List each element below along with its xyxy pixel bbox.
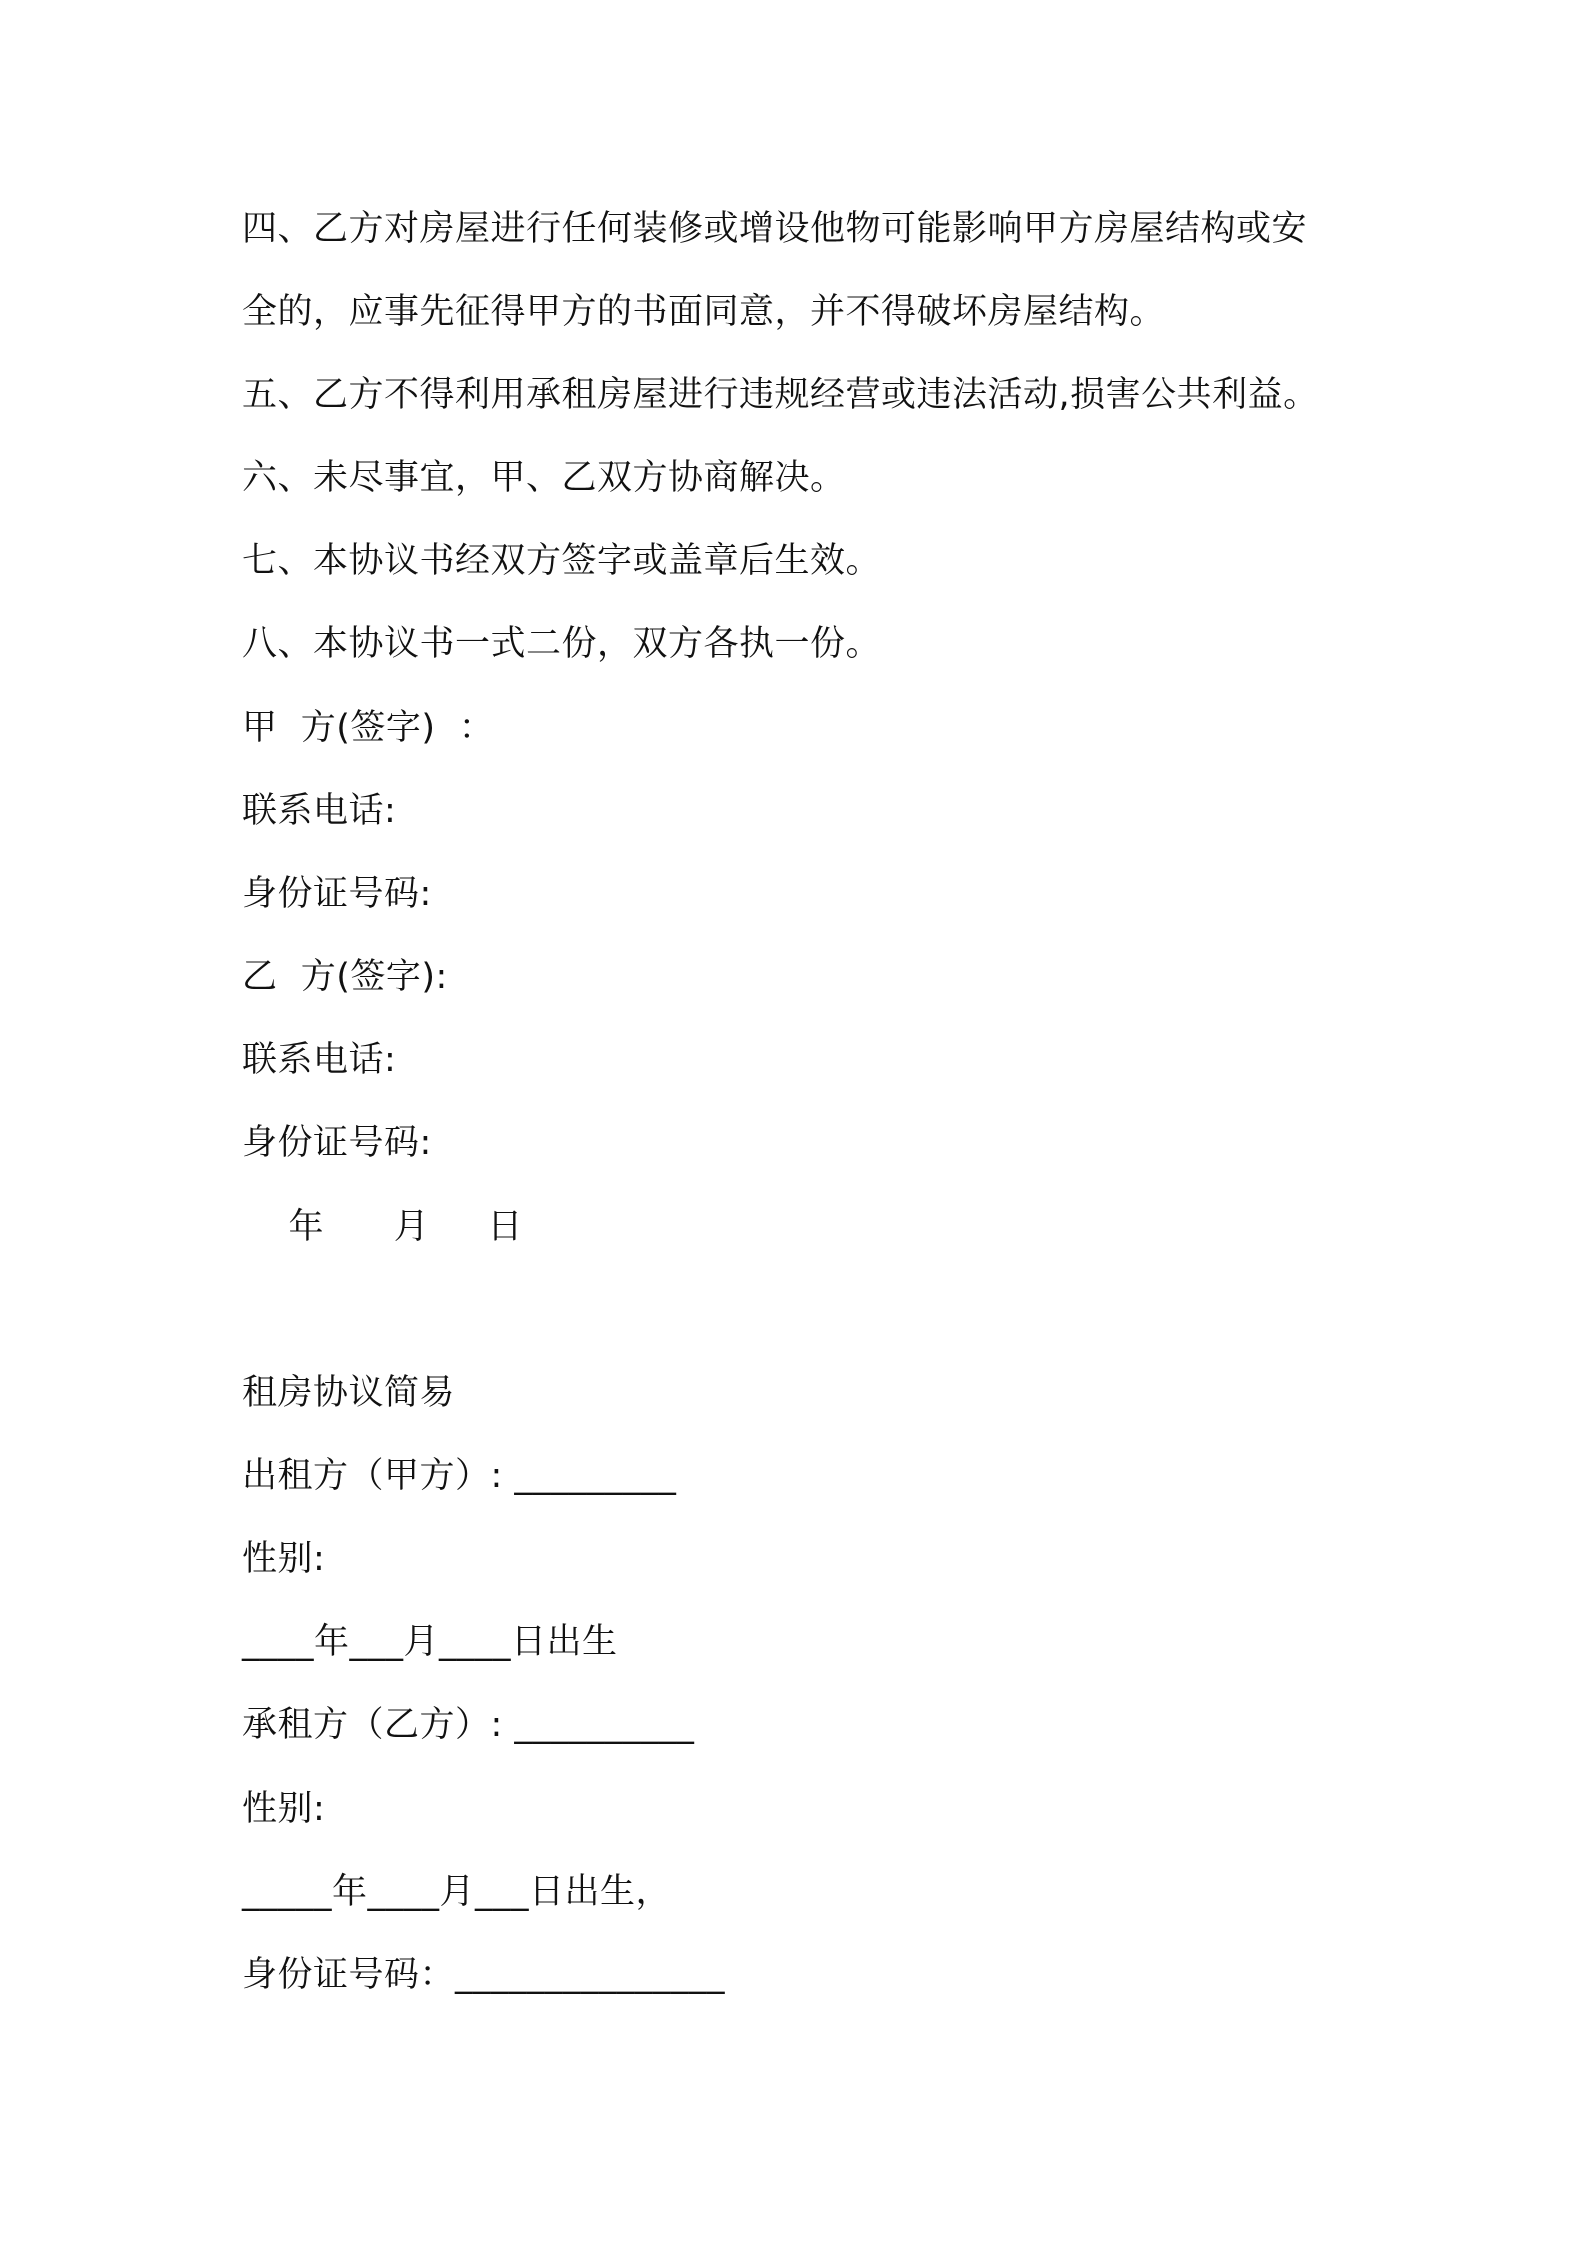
lessor-field: 出租方（甲方）: _________ bbox=[242, 1456, 677, 1496]
clause-4-line-1: 四、乙方对房屋进行任何装修或增设他物可能影响甲方房屋结构或安 bbox=[242, 209, 1308, 249]
clause-7: 七、本协议书经双方签字或盖章后生效。 bbox=[242, 541, 882, 581]
party-b-signature: 乙 方(签字): bbox=[242, 957, 448, 997]
party-a-id-number: 身份证号码: bbox=[242, 874, 432, 914]
party-b-id-number: 身份证号码: bbox=[242, 1123, 432, 1163]
lessee-id-number: 身份证号码：_______________ bbox=[242, 1955, 726, 1995]
lessee-gender: 性别: bbox=[242, 1789, 326, 1829]
lessor-birthdate: ____年___月____日出生 bbox=[242, 1622, 618, 1662]
party-a-signature: 甲 方(签字) ： bbox=[242, 708, 495, 748]
clause-4-line-2: 全的，应事先征得甲方的书面同意，并不得破坏房屋结构。 bbox=[242, 292, 1166, 332]
party-b-phone: 联系电话: bbox=[242, 1040, 397, 1080]
lessee-birthdate: _____年____月___日出生， bbox=[242, 1872, 672, 1912]
clause-5: 五、乙方不得利用承租房屋进行违规经营或违法活动,损害公共利益。 bbox=[242, 375, 1319, 415]
lessor-gender: 性别: bbox=[242, 1539, 326, 1579]
party-a-phone: 联系电话: bbox=[242, 791, 397, 831]
clause-8: 八、本协议书一式二份，双方各执一份。 bbox=[242, 624, 882, 664]
section-title: 租房协议简易 bbox=[242, 1373, 456, 1413]
lessee-field: 承租方（乙方）: __________ bbox=[242, 1705, 695, 1745]
signing-date: 年 月 日 bbox=[242, 1207, 523, 1247]
clause-6: 六、未尽事宜，甲、乙双方协商解决。 bbox=[242, 458, 846, 498]
